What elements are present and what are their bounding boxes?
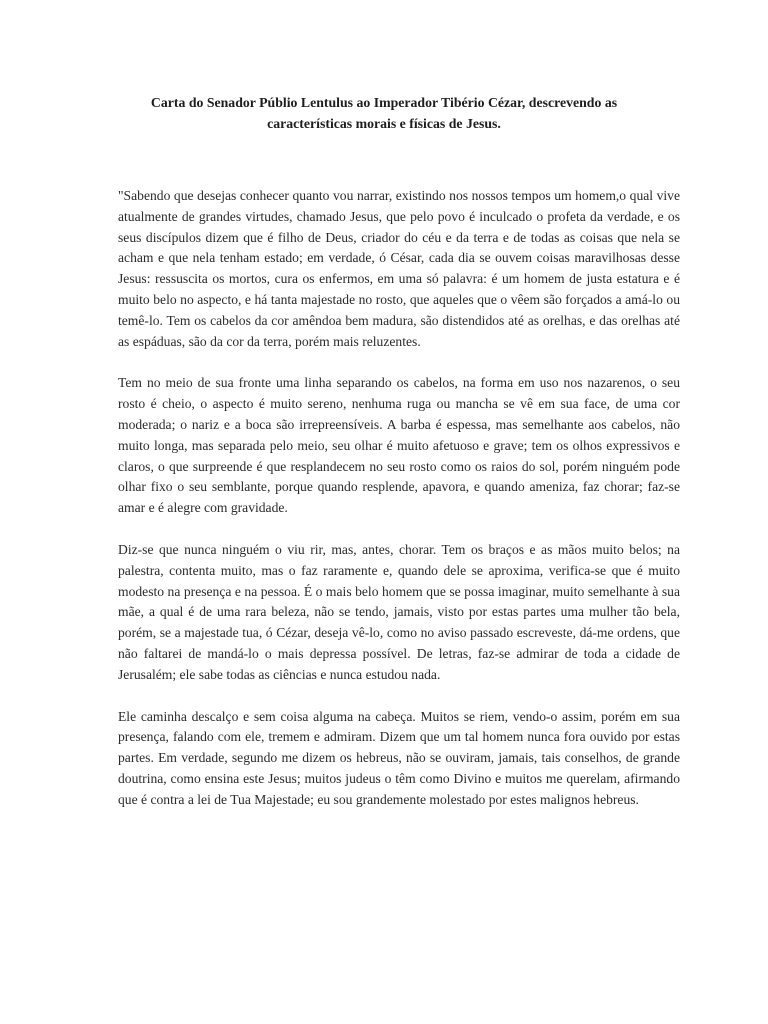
title-line-2: características morais e físicas de Jesus. [267, 116, 501, 131]
title-line-1: Carta do Senador Públio Lentulus ao Imperador Tibério Cézar, descrevendo as [150, 95, 618, 110]
paragraph-3: Diz-se que nunca ninguém o viu rir, mas, antes, chorar. Tem os braços e as mãos muito belos; na palestra, contenta muito, mas o faz raramente e, quando dele se aproxima, verifica-se que é muito modesto na presença e na pessoa. É o mais belo homem que se possa imaginar, muito semelhante à sua mãe, a qual é de uma rara beleza, não se tendo, jamais, visto por estas partes uma mulher tão bela, porém, se a majestade tua, ó Cézar, deseja vê-lo, como no aviso passado escreveste, dá-me ordens, que não faltarei de mandá-lo o mais depressa possível. De letras, faz-se admirar de toda a cidade de Jerusalém; ele sabe todas as ciências e nunca estudou nada. [118, 541, 680, 682]
paragraph-2: Tem no meio de sua fronte uma linha separando os cabelos, na forma em uso nos nazarenos, o seu rosto é cheio, o aspecto é muito sereno, nenhuma ruga ou mancha se vê em sua face, de uma cor moderada; o nariz e a boca são irrepreensíveis. A barba é espessa, mas semelhante aos cabelos, não muito longa, mas separada pelo meio, seu olhar é muito afetuoso e grave; tem os olhos expressivos e claros, o que surpreende é que resplandecem no seu rosto como os raios do sol, porém ninguém pode olhar fixo o seu semblante, porque quando resplende, apavora, e quando ameniza, faz chorar; faz-se amar e é alegre com gravidade. [118, 375, 680, 516]
letter-body [118, 186, 680, 832]
paragraph-4: Ele caminha descalço e sem coisa alguma na cabeça. Muitos se riem, vendo-o assim, porém em sua presença, falando com ele, tremem e admiram. Dizem que um tal homem nunca fora ouvido por estas partes. Em verdade, segundo me dizem os hebreus, não se ouviram, jamais, tais conselhos, de grande doutrina, como ensina este Jesus; muitos judeus o têm como Divino e muitos me querelam, afirmando que é contra a lei de Tua Majestade; eu sou grandemente molestado por estes malignos hebreus. [118, 708, 680, 807]
paragraph-1: "Sabendo que desejas conhecer quanto vou narrar, existindo nos nossos tempos um homem,o qual vive atualmente de grandes virtudes, chamado Jesus, que pelo povo é inculcado o profeta da verdade, e os seus discípulos dizem que é filho de Deus, criador do céu e da terra e de todas as coisas que nela se acham e que nela tenham estado; em verdade, ó César, cada dia se ouvem coisas maravilhosas desse Jesus: ressuscita os mortos, cura os enfermos, em uma só palavra: é um homem de justa estatura e é muito belo no aspecto, e há tanta majestade no rosto, que aqueles que o vêem são forçados a amá-lo ou temê-lo. Tem os cabelos da cor amêndoa bem madura, são distendidos até as orelhas, e das orelhas até as espáduas, são da cor da terra, porém mais reluzentes. [118, 188, 680, 349]
document-title [100, 92, 668, 134]
